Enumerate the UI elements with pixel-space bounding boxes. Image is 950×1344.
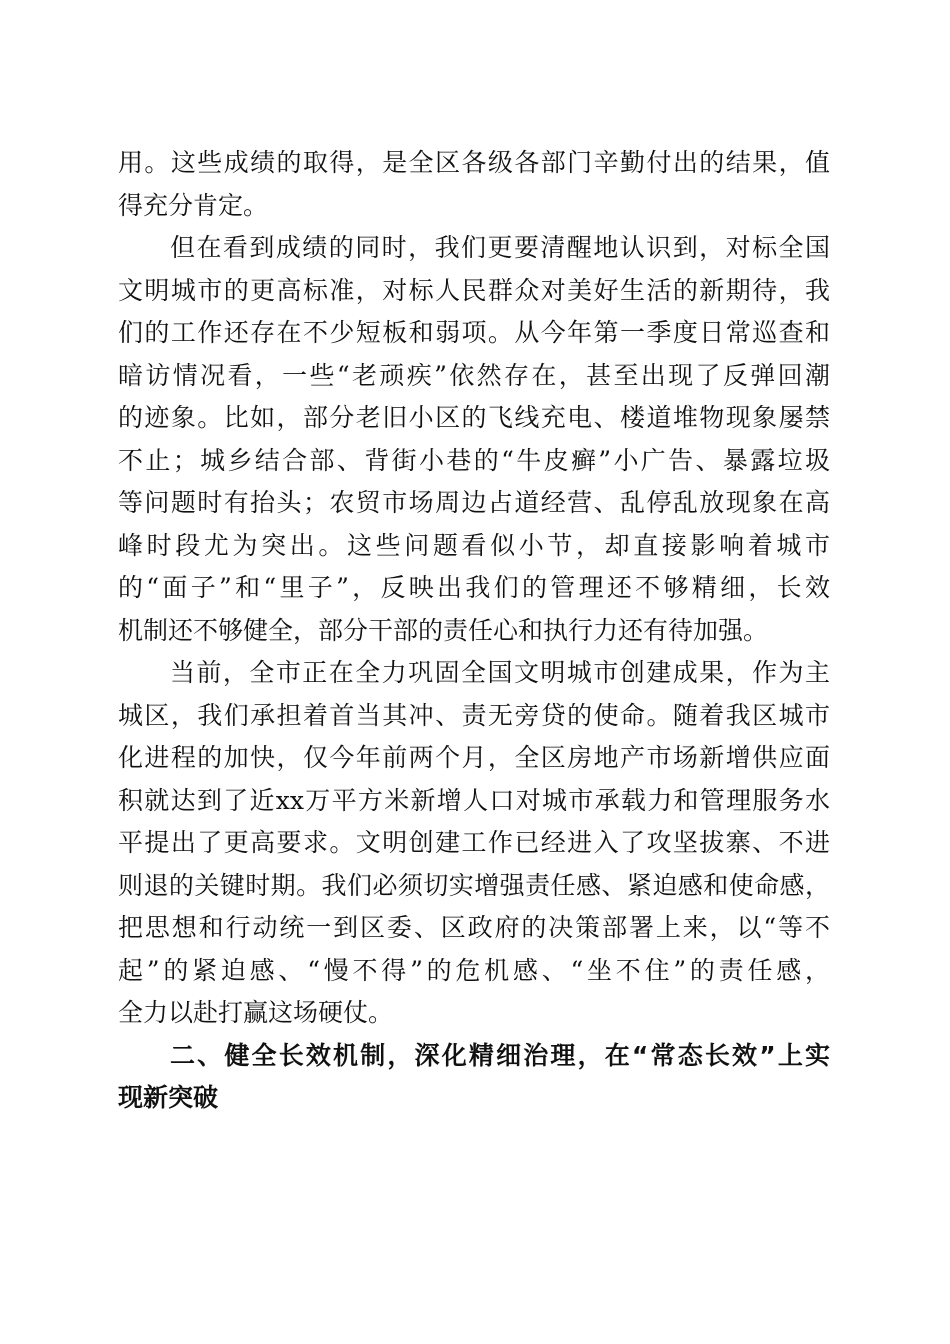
text-line: 的“面子”和“里子”，反映出我们的管理还不够精细，长效 <box>118 573 830 602</box>
text-line: 机制还不够健全，部分干部的责任心和执行力还有待加强。 <box>118 615 769 645</box>
text-line: 当前，全市正在全力巩固全国文明城市创建成果，作为主 <box>170 658 830 687</box>
text-line: 但在看到成绩的同时，我们更要清醒地认识到，对标全国 <box>170 233 830 262</box>
text-line: 峰时段尤为突出。这些问题看似小节，却直接影响着城市 <box>118 530 830 560</box>
text-line: 得充分肯定。 <box>118 190 269 220</box>
heading-line: 现新突破 <box>118 1083 219 1112</box>
text-line: 们的工作还存在不少短板和弱项。从今年第一季度日常巡查和 <box>118 318 830 347</box>
text-line: 全力以赴打赢这场硬仗。 <box>118 998 394 1027</box>
document-body <box>118 142 830 1120</box>
paragraph-current-situation <box>118 652 830 1035</box>
text-line: 文明城市的更高标准，对标人民群众对美好生活的新期待，我 <box>118 275 830 305</box>
text-line: 城区，我们承担着首当其冲、责无旁贷的使命。随着我区城市 <box>118 700 830 730</box>
text-line: 等问题时有抬头；农贸市场周边占道经营、乱停乱放现象在高 <box>118 488 830 517</box>
paragraph-shortcomings <box>118 227 830 652</box>
heading-line: 二、健全长效机制，深化精细治理，在“常态长效”上实 <box>170 1040 830 1070</box>
text-line: 平提出了更高要求。文明创建工作已经进入了攻坚拔寨、不进 <box>118 828 830 857</box>
text-line: 积就达到了近xx万平方米新增人口对城市承载力和管理服务水 <box>118 785 830 815</box>
text-line: 则退的关键时期。我们必须切实增强责任感、紧迫感和使命感， <box>118 870 830 900</box>
text-line: 暗访情况看，一些“老顽疾”依然存在，甚至出现了反弹回潮 <box>118 360 830 390</box>
text-line: 化进程的加快，仅今年前两个月，全区房地产市场新增供应面 <box>118 743 830 772</box>
text-line: 把思想和行动统一到区委、区政府的决策部署上来，以“等不 <box>118 913 830 942</box>
text-line: 的迹象。比如，部分老旧小区的飞线充电、楼道堆物现象屡禁 <box>118 403 830 432</box>
text-line: 不止；城乡结合部、背街小巷的“牛皮癣”小广告、暴露垃圾 <box>118 445 830 475</box>
text-line: 用。这些成绩的取得，是全区各级各部门辛勤付出的结果，值 <box>118 148 830 177</box>
text-line: 起”的紧迫感、“慢不得”的危机感、“坐不住”的责任感， <box>118 955 830 985</box>
paragraph-achievements <box>118 142 830 227</box>
section-heading <box>118 1035 830 1120</box>
